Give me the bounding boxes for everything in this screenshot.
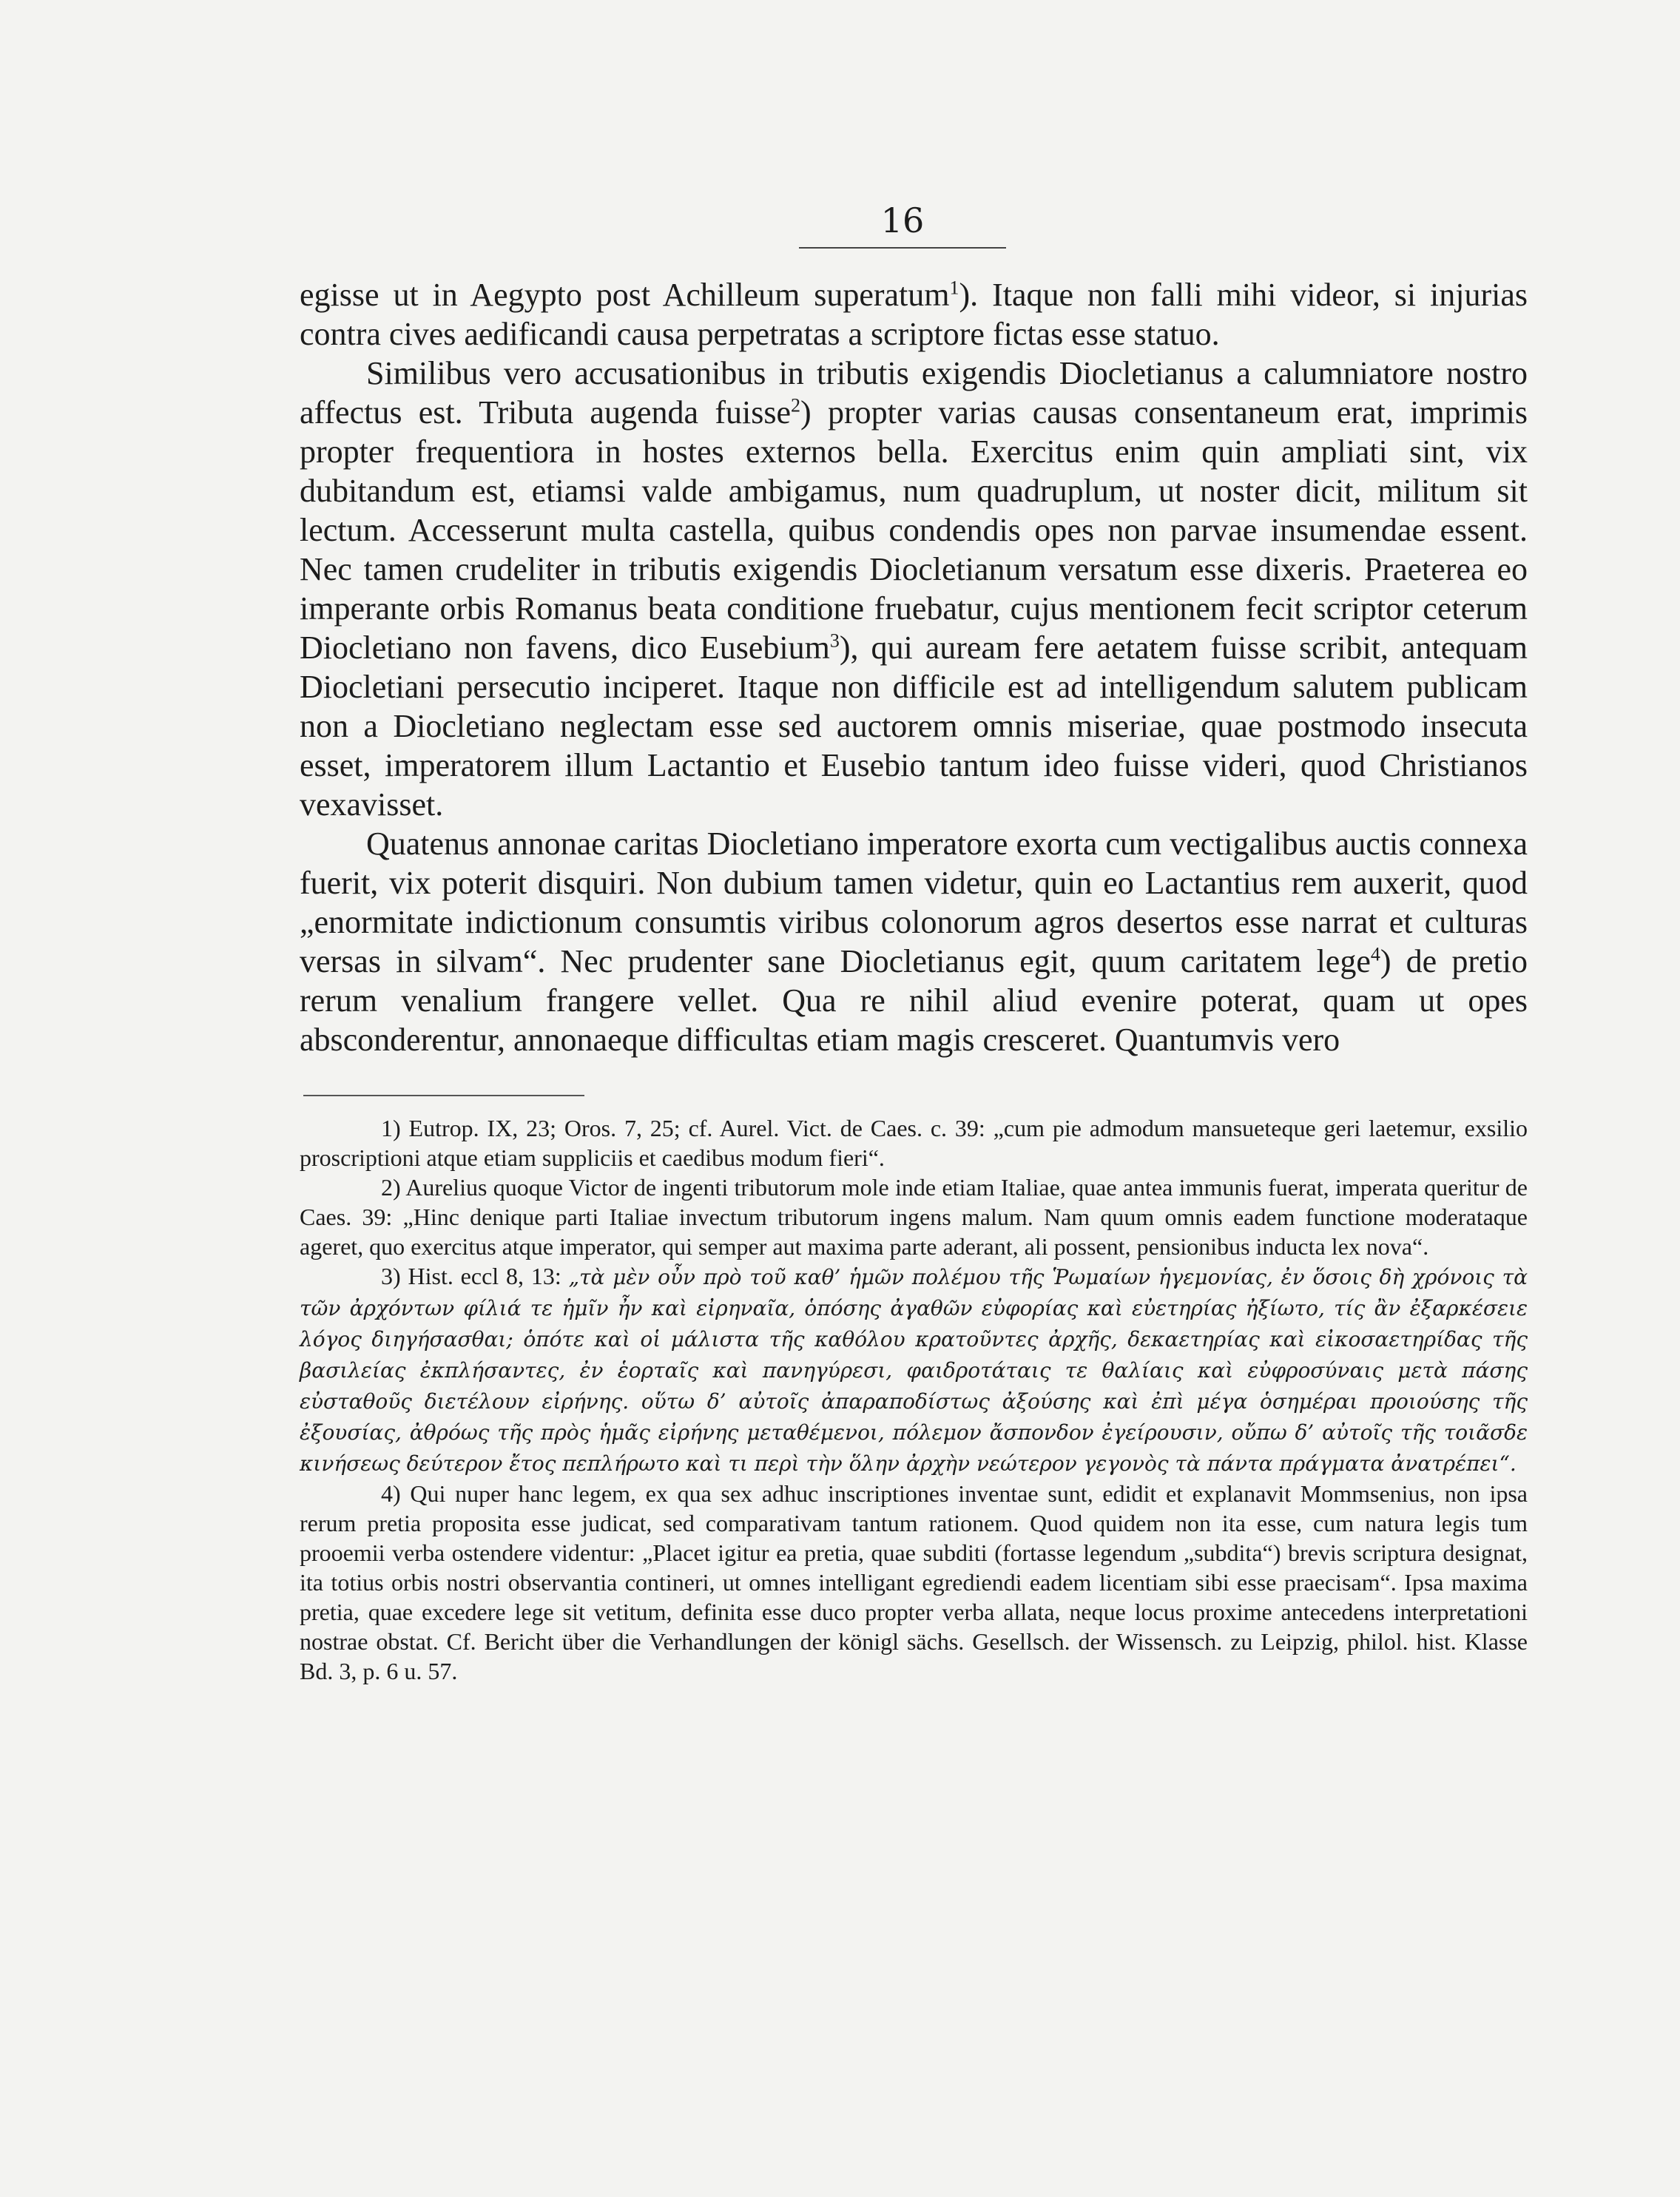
paragraph-3	[300, 824, 1528, 1059]
paragraph-1	[300, 275, 1528, 354]
footnote-ref-4: 4	[1370, 943, 1380, 965]
footnote-3-greek-quote: „τὰ μὲν οὖν πρὸ τοῦ καθ’ ἡμῶν πολέμου τῆς Ῥωμαίων ἡγεμονίας, ἐν ὅσοις δὴ χρόνοις τὰ τῶν ἀρχόντων φίλιά τε ἡμῖν ἦν καὶ εἰρηναῖα, ὁπόσης ἀγαθῶν εὐφορίας καὶ εὐετηρίας ἠξίωτο, τίς ἂν ἐξαρκέσειε λόγος διηγήσασθαι; ὁπότε καὶ οἱ μάλιστα τῆς καθόλου κρατοῦντες ἀρχῆς, δεκαετηρίας καὶ εἰκοσαετηρίδας τῆς βασιλείας ἐκπλήσαντες, ἐν ἑορταῖς καὶ πανηγύρεσι, φαιδροτάταις τε θαλίαις καὶ εὐφροσύναις μετὰ πάσης εὐσταθοῦς διετέλουν εἰρήνης. οὕτω δ’ αὐτοῖς ἀπαραποδίστως ἀξούσης καὶ ἐπὶ μέγα ὁσημέραι προιούσης τῆς ἐξουσίας, ἀθρόως τῆς πρὸς ἡμᾶς εἰρήνης μεταθέμενοι, πόλεμον ἄσπονδον ἐγείρουσιν, οὔπω δ’ αὐτοῖς τῆς τοιᾶσδε κινήσεως δεύτερον ἔτος πεπλήρωτο καὶ τι περὶ τὴν ὅλην ἀρχὴν νεώτερον γεγονὸς τὰ πάντα πράγματα ἀνατρέπει“.	[300, 1265, 1528, 1476]
footnote-3-citation: 3) Hist. eccl 8, 13:	[381, 1263, 569, 1289]
paragraph-1-text-b: ). Itaque non falli mihi videor, si injurias contra cives aedificandi causa perpetratas a scriptore fictas esse statuo.	[300, 277, 1528, 352]
footnote-2: 2) Aurelius quoque Victor de ingenti tributorum mole inde etiam Italiae, quae antea immunis fuerat, imperata queritur de Caes. 39: „Hinc denique parti Italiae invectum tributorum ingens malum. Nam quum omnis eadem functione moderataque ageret, quo exercitus atque imperator, qui semper aut maxima parte aderant, ali possent, pensionibus inducta lex nova“.	[300, 1174, 1528, 1260]
footnote-ref-3: 3	[829, 630, 840, 652]
footnote-divider	[303, 1095, 584, 1096]
footnotes	[300, 1113, 1528, 1686]
main-text	[300, 275, 1528, 1059]
footnote-ref-1: 1	[949, 277, 959, 299]
paragraph-3-text-b: ) de pretio rerum venalium frangere vellet. Qua re nihil aliud evenire poterat, quam ut opes absconderentur, annonaeque difficultas etiam magis cresceret. Quantumvis vero	[300, 943, 1528, 1058]
paragraph-2-text-a: Similibus vero accusationibus in tributis exigendis Diocletianus a calumniatore nostro affectus est. Tributa augenda fuisse	[300, 355, 1528, 431]
footnote-ref-2: 2	[790, 394, 800, 416]
paragraph-3-text-a: Quatenus annonae caritas Diocletiano imperatore exorta cum vectigalibus auctis connexa fuerit, vix poterit disquiri. Non dubium tamen videtur, quin eo Lactantius rem auxerit, quod „enormitate indictionum consumtis viribus colonorum agros desertos esse narrat et culturas versas in silvam“. Nec prudenter sane Diocletianus egit, quum caritatem lege	[300, 826, 1528, 979]
paragraph-2-text-b: ) propter varias causas consentaneum erat, imprimis propter frequentiora in hostes externos bella. Exercitus enim quin ampliati sint, vix dubitandum est, etiamsi valde ambigamus, num quadruplum, ut noster dicit, militum sit lectum. Accesserunt multa castella, quibus condendis opes non parvae insumendae essent. Nec tamen crudeliter in tributis exigendis Diocletianum versatum esse dixeris. Praeterea eo imperante orbis Romanus beata conditione fruebatur, cujus mentionem fecit scriptor ceterum Diocletiano non favens, dico Eusebium	[300, 394, 1528, 666]
footnote-1: 1) Eutrop. IX, 23; Oros. 7, 25; cf. Aurel. Vict. de Caes. c. 39: „cum pie admodum mansueteque geri laetemur, exsilio proscriptioni atque etiam suppliciis et caedibus modum fieri“.	[300, 1115, 1528, 1171]
paragraph-2	[300, 354, 1528, 824]
footnote-4: 4) Qui nuper hanc legem, ex qua sex adhuc inscriptiones inventae sunt, edidit et explanavit Mommsenius, non ipsa rerum pretia proposita esse judicat, sed comparativam tantum rationem. Quod quidem non ita esse, cum natura legis tum prooemii verba ostendere videntur: „Placet igitur ea pretia, quae subditi (fortasse legendum „subdita“) brevis scriptura designat, ita totius orbis nostri observantia contineri, ut omnes intelligant egrediendi eadem licentiam sibi esse praecisam“. Ipsa maxima pretia, quae excedere lege sit vetitum, definita esse duco propter verba allata, neque locus proxime antecedens interpretationi nostrae obstat. Cf. Bericht über die Verhandlungen der königl sächs. Gesellsch. der Wissensch. zu Leipzig, philol. hist. Klasse Bd. 3, p. 6 u. 57.	[300, 1480, 1528, 1684]
paragraph-1-text-a: egisse ut in Aegypto post Achilleum superatum	[300, 277, 950, 313]
paragraph-2-text-c: ), qui auream fere aetatem fuisse scribit, antequam Diocletiani persecutio inciperet. Itaque non difficile est ad intelligendum salutem publicam non a Diocletiano neglectam esse sed auctorem omnis miseriae, quae postmodo insecuta esset, imperatorem illum Lactantio et Eusebio tantum ideo fuisse videri, quod Christianos vexavisset.	[300, 630, 1528, 823]
page-number: 16	[799, 200, 1006, 249]
footnote-3	[300, 1261, 1528, 1479]
